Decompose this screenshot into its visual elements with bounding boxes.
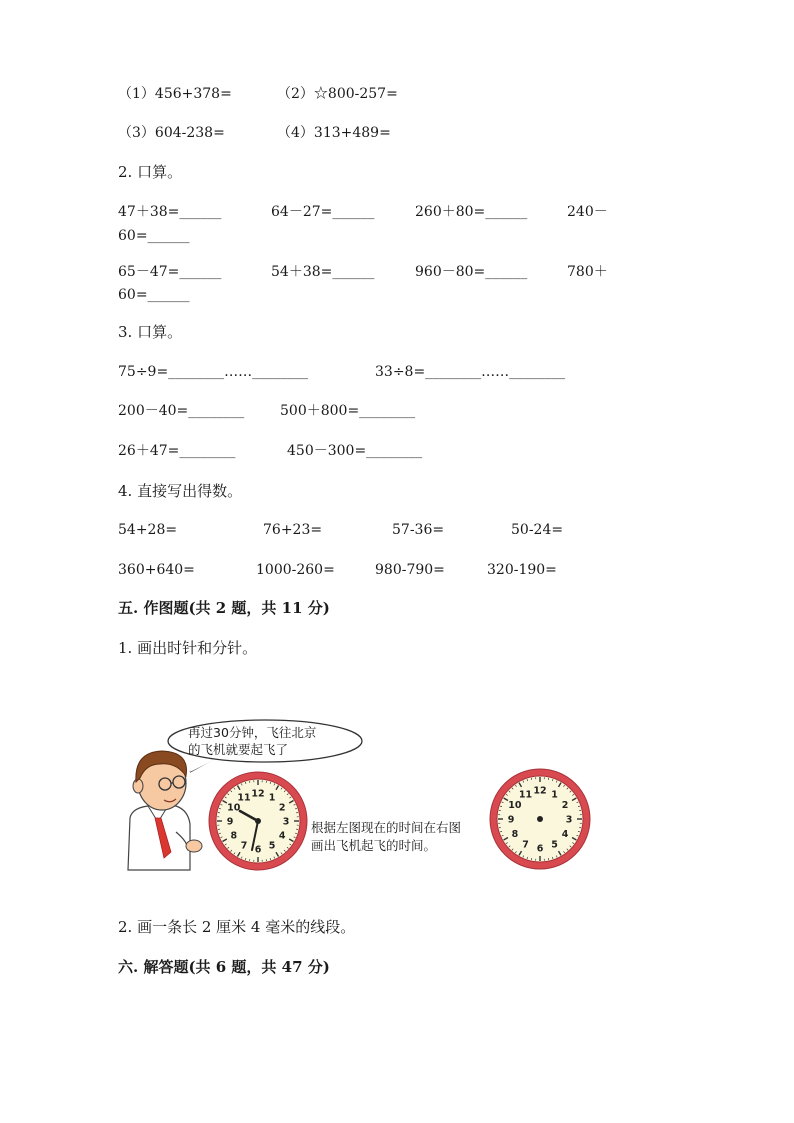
q2-title: 2. 口算。: [118, 163, 183, 181]
right-clock-number: 5: [551, 839, 558, 851]
q4-r2-a: 360+640=: [118, 562, 195, 578]
right-clock-number: 12: [533, 785, 547, 797]
left-clock-number: 10: [227, 802, 241, 814]
left-clock-number: 5: [268, 840, 276, 852]
q2-r2-e: 60=______: [118, 287, 190, 303]
left-clock-number: 11: [237, 792, 251, 804]
right-clock-number: 8: [511, 829, 519, 840]
left-clock-number: 9: [226, 816, 234, 828]
left-clock-number: 1: [268, 792, 276, 804]
q3-title: 3. 口算。: [118, 323, 183, 341]
q2-r1-e: 60=______: [118, 228, 190, 244]
bubble-line-1: 再过30分钟，飞往北京: [188, 725, 317, 740]
instruction-line-2: 画出飞机起飞的时间。: [311, 838, 437, 853]
q1-item-3: （3）604-238=: [118, 125, 225, 141]
q2-r1-c: 260＋80=______: [415, 204, 528, 220]
right-clock-number: 6: [536, 843, 544, 855]
left-clock-number: 2: [278, 802, 286, 814]
right-clock-number: 1: [551, 789, 558, 801]
right-clock-number: 10: [508, 800, 522, 811]
q2-r2-a: 65－47=______: [118, 264, 222, 280]
section5-q1: 1. 画出时针和分针。: [118, 639, 258, 657]
left-clock: [209, 772, 307, 870]
right-clock-number: 7: [522, 839, 529, 851]
right-clock-number: 4: [561, 829, 569, 840]
right-clock-number: 11: [518, 789, 533, 801]
q4-r1-a: 54+28=: [118, 522, 178, 538]
q2-r2-b: 54＋38=______: [271, 264, 375, 280]
q3-r1-a: 75÷9=________……________: [118, 364, 309, 380]
instruction-line-1: 根据左图现在的时间在右图: [311, 820, 462, 835]
q3-r3-b: 450－300=________: [287, 443, 423, 459]
q3-r1-b: 33÷8=________……________: [375, 364, 566, 380]
right-clock-number: 3: [565, 814, 573, 826]
q3-r2-a: 200－40=________: [118, 403, 245, 419]
left-clock-number: 12: [251, 788, 265, 800]
q4-r1-d: 50-24=: [511, 522, 564, 538]
q3-r3-a: 26＋47=________: [118, 443, 236, 459]
q4-r1-c: 57-36=: [392, 522, 445, 538]
section5-title: 五. 作图题(共 2 题，共 11 分): [118, 599, 330, 617]
q2-r1-d: 240－: [567, 204, 608, 220]
right-clock-number: 9: [507, 814, 515, 826]
left-clock-number: 6: [254, 844, 262, 856]
speech-bubble: [168, 720, 362, 772]
q4-r2-c: 980-790=: [375, 562, 445, 578]
q4-r1-b: 76+23=: [263, 522, 323, 538]
right-clock: [490, 769, 590, 869]
q4-r2-d: 320-190=: [487, 562, 557, 578]
boy-figure: [128, 751, 202, 870]
right-clock-number: 2: [561, 800, 569, 811]
bubble-line-2: 的飞机就要起飞了: [188, 742, 289, 757]
section6-title: 六. 解答题(共 6 题，共 47 分): [118, 958, 330, 976]
section5-q2: 2. 画一条长 2 厘米 4 毫米的线段。: [118, 918, 356, 936]
q4-title: 4. 直接写出得数。: [118, 482, 243, 500]
q2-r1-a: 47＋38=______: [118, 204, 222, 220]
q1-item-2: （2）☆800-257=: [277, 86, 398, 102]
left-clock-number: 4: [278, 830, 286, 842]
left-clock-number: 7: [240, 840, 248, 852]
q4-r2-b: 1000-260=: [256, 562, 335, 578]
clock-illustration: [110, 710, 610, 880]
right-clock-center: [537, 816, 543, 822]
q2-r2-c: 960－80=______: [415, 264, 528, 280]
q3-r2-b: 500＋800=________: [280, 403, 416, 419]
q2-r1-b: 64－27=______: [271, 204, 375, 220]
q1-item-1: （1）456+378=: [118, 86, 232, 102]
left-clock-number: 8: [230, 830, 238, 842]
left-clock-number: 3: [282, 816, 290, 828]
q1-item-4: （4）313+489=: [277, 125, 391, 141]
q2-r2-d: 780＋: [567, 264, 608, 280]
